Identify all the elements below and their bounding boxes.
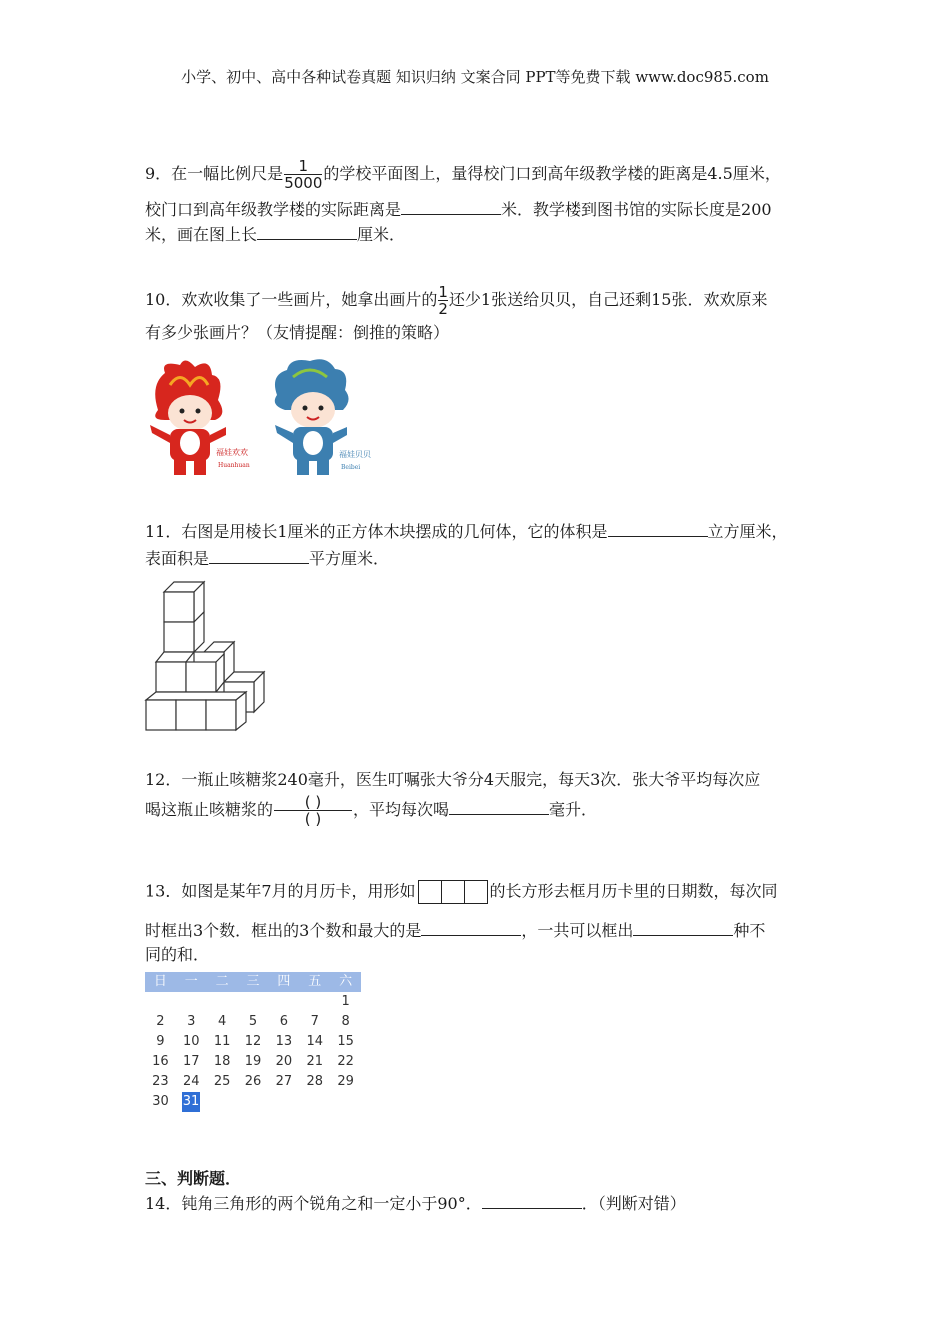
q10-line1 bbox=[145, 284, 767, 317]
weekday: 四 bbox=[277, 974, 291, 989]
calendar-week bbox=[145, 1012, 361, 1032]
calendar-day bbox=[207, 992, 238, 1012]
answer-blank[interactable] bbox=[608, 520, 708, 537]
calendar-day bbox=[299, 992, 330, 1012]
calendar-day: 14 bbox=[306, 1034, 323, 1049]
calendar-day: 12 bbox=[244, 1034, 262, 1049]
calendar-week bbox=[145, 1052, 361, 1072]
calendar-day: 30 bbox=[152, 1094, 169, 1109]
calendar-day: 13 bbox=[275, 1034, 293, 1049]
q10-line2 bbox=[145, 322, 449, 344]
q10-text-a: 10．欢欢收集了一些画片，她拿出画片的 bbox=[145, 290, 438, 309]
q13-text-a: 13．如图是某年7月的月历卡，用形如 bbox=[145, 881, 416, 901]
calendar-day bbox=[268, 1092, 299, 1112]
q13-line2 bbox=[145, 919, 765, 942]
frac-numerator: 1 bbox=[438, 283, 448, 301]
answer-fraction[interactable] bbox=[274, 794, 352, 827]
calendar-day-selected: 31 bbox=[182, 1092, 200, 1112]
calendar-day bbox=[145, 992, 176, 1012]
calendar-day bbox=[238, 992, 269, 1012]
three-cell-frame-icon bbox=[418, 880, 488, 904]
calendar-week bbox=[145, 1092, 361, 1112]
calendar-day: 19 bbox=[244, 1054, 262, 1069]
calendar-day bbox=[299, 1092, 330, 1112]
cubes-figure bbox=[140, 578, 270, 736]
answer-blank[interactable] bbox=[421, 919, 521, 936]
q9-line3 bbox=[145, 223, 405, 246]
q12-text-d: 毫升． bbox=[549, 800, 598, 819]
weekday: 二 bbox=[215, 974, 229, 989]
calendar-week bbox=[145, 992, 361, 1012]
calendar-day: 17 bbox=[183, 1054, 200, 1069]
calendar-day: 8 bbox=[341, 1014, 350, 1029]
calendar-day: 16 bbox=[152, 1054, 169, 1069]
q9-text-d: 米．教学楼到图书馆的实际长度是200 bbox=[501, 200, 772, 219]
half-fraction bbox=[438, 284, 448, 317]
weekday: 日 bbox=[153, 974, 167, 989]
calendar-day: 11 bbox=[213, 1034, 231, 1049]
mascot-beibei bbox=[275, 359, 371, 475]
calendar-day: 6 bbox=[279, 1014, 288, 1029]
calendar-day: 25 bbox=[213, 1074, 231, 1089]
calendar-day: 1 bbox=[341, 994, 350, 1009]
calendar-day: 15 bbox=[337, 1034, 354, 1049]
q13-text-f: 同的和． bbox=[145, 945, 210, 964]
q14-line1 bbox=[145, 1192, 686, 1215]
calendar-day: 23 bbox=[152, 1074, 169, 1089]
weekday: 五 bbox=[308, 974, 322, 989]
calendar-day: 26 bbox=[244, 1074, 262, 1089]
q14-text-b: ．（判断对错） bbox=[581, 1194, 686, 1213]
calendar-day: 24 bbox=[183, 1074, 200, 1089]
calendar-day: 18 bbox=[213, 1054, 231, 1069]
q9-text-f: 厘米． bbox=[357, 225, 406, 244]
calendar-day bbox=[237, 1092, 268, 1112]
calendar-day bbox=[206, 1092, 237, 1112]
answer-blank[interactable] bbox=[449, 798, 549, 815]
calendar-day: 29 bbox=[337, 1074, 354, 1089]
q11-text-b: 立方厘米， bbox=[707, 522, 788, 541]
calendar-day: 4 bbox=[218, 1014, 227, 1029]
calendar-day: 9 bbox=[156, 1034, 165, 1049]
q12-line1 bbox=[145, 769, 760, 791]
q13-line3 bbox=[145, 944, 209, 966]
answer-blank[interactable] bbox=[257, 223, 357, 240]
mascot2-cn-name: 福娃贝贝 bbox=[339, 450, 371, 459]
q12-text-c: ，平均每次喝 bbox=[353, 800, 450, 819]
calendar-week bbox=[145, 1032, 361, 1052]
mascot-huanhuan bbox=[150, 360, 250, 475]
frac-denominator: 2 bbox=[438, 300, 448, 318]
section-title: 三、判断题． bbox=[145, 1169, 242, 1188]
q10-text-c: 有多少张画片？（友情提醒：倒推的策略） bbox=[145, 323, 450, 342]
q13-line1 bbox=[145, 880, 778, 904]
calendar-weekday-header bbox=[145, 972, 361, 992]
calendar-day bbox=[330, 1092, 361, 1112]
calendar-day: 2 bbox=[156, 1014, 165, 1029]
frac-numerator: 1 bbox=[298, 157, 309, 175]
q9-line1 bbox=[145, 158, 781, 191]
scale-fraction bbox=[284, 158, 322, 191]
q10-text-b: 还少1张送给贝贝，自己还剩15张．欢欢原来 bbox=[448, 290, 768, 309]
q11-text-a: 11．右图是用棱长1厘米的正方体木块摆成的几何体，它的体积是 bbox=[145, 522, 608, 541]
q9-text-c: 校门口到高年级教学楼的实际距离是 bbox=[145, 200, 402, 219]
answer-blank[interactable] bbox=[209, 547, 309, 564]
q9-line2 bbox=[145, 198, 772, 221]
calendar-day: 27 bbox=[275, 1074, 293, 1089]
calendar-day: 5 bbox=[248, 1014, 258, 1029]
q11-text-c: 表面积是 bbox=[145, 549, 210, 568]
q11-line2 bbox=[145, 547, 389, 570]
q12-text-a: 12．一瓶止咳糖浆240毫升，医生叮嘱张大爷分4天服完，每天3次．张大爷平均每次应 bbox=[145, 770, 761, 789]
july-calendar bbox=[145, 972, 361, 1112]
q13-text-d: ，一共可以框出 bbox=[521, 921, 634, 940]
calendar-day bbox=[268, 992, 299, 1012]
q9-text-a: 9．在一幅比例尺是 bbox=[145, 164, 284, 183]
q13-text-e: 种不 bbox=[733, 921, 766, 940]
q13-text-b: 的长方形去框月历卡里的日期数，每次同 bbox=[489, 881, 778, 901]
calendar-day: 21 bbox=[306, 1054, 323, 1069]
q11-line1 bbox=[145, 520, 788, 543]
mascot1-en-name: Huanhuan bbox=[218, 462, 250, 469]
q12-text-b: 喝这瓶止咳糖浆的 bbox=[145, 800, 274, 819]
answer-blank[interactable] bbox=[482, 1192, 582, 1209]
calendar-day: 7 bbox=[310, 1014, 319, 1029]
calendar-week bbox=[145, 1072, 361, 1092]
calendar-day: 28 bbox=[306, 1074, 323, 1089]
mascots-image bbox=[140, 355, 380, 480]
mascot1-cn-name: 福娃欢欢 bbox=[216, 448, 248, 457]
weekday: 六 bbox=[339, 974, 353, 989]
weekday: 一 bbox=[184, 974, 198, 989]
answer-blank[interactable] bbox=[401, 198, 501, 215]
q14-text-a: 14．钝角三角形的两个锐角之和一定小于90°． bbox=[145, 1194, 482, 1213]
q9-text-b: 的学校平面图上，量得校门口到高年级教学楼的距离是4.5厘米， bbox=[323, 164, 781, 183]
frac-denominator: 5000 bbox=[284, 174, 323, 192]
q9-text-e: 米，画在图上长 bbox=[145, 225, 258, 244]
page-header: 小学、初中、高中各种试卷真题 知识归纳 文案合同 PPT等免费下载 www.doc985.com bbox=[181, 68, 769, 86]
calendar-day bbox=[176, 992, 207, 1012]
frac-denominator-blank[interactable]: ( ) bbox=[304, 810, 322, 828]
frac-numerator-blank[interactable]: ( ) bbox=[304, 793, 322, 811]
calendar-day: 3 bbox=[187, 1014, 196, 1029]
answer-blank[interactable] bbox=[633, 919, 733, 936]
q13-text-c: 时框出3个数．框出的3个数和最大的是 bbox=[145, 921, 422, 940]
q11-text-d: 平方厘米． bbox=[309, 549, 390, 568]
q12-line2 bbox=[145, 794, 597, 827]
weekday: 三 bbox=[246, 974, 260, 989]
calendar-day: 20 bbox=[275, 1054, 293, 1069]
mascot2-en-name: Beibei bbox=[341, 464, 361, 471]
calendar-day: 22 bbox=[337, 1054, 354, 1069]
calendar-day: 10 bbox=[183, 1034, 200, 1049]
